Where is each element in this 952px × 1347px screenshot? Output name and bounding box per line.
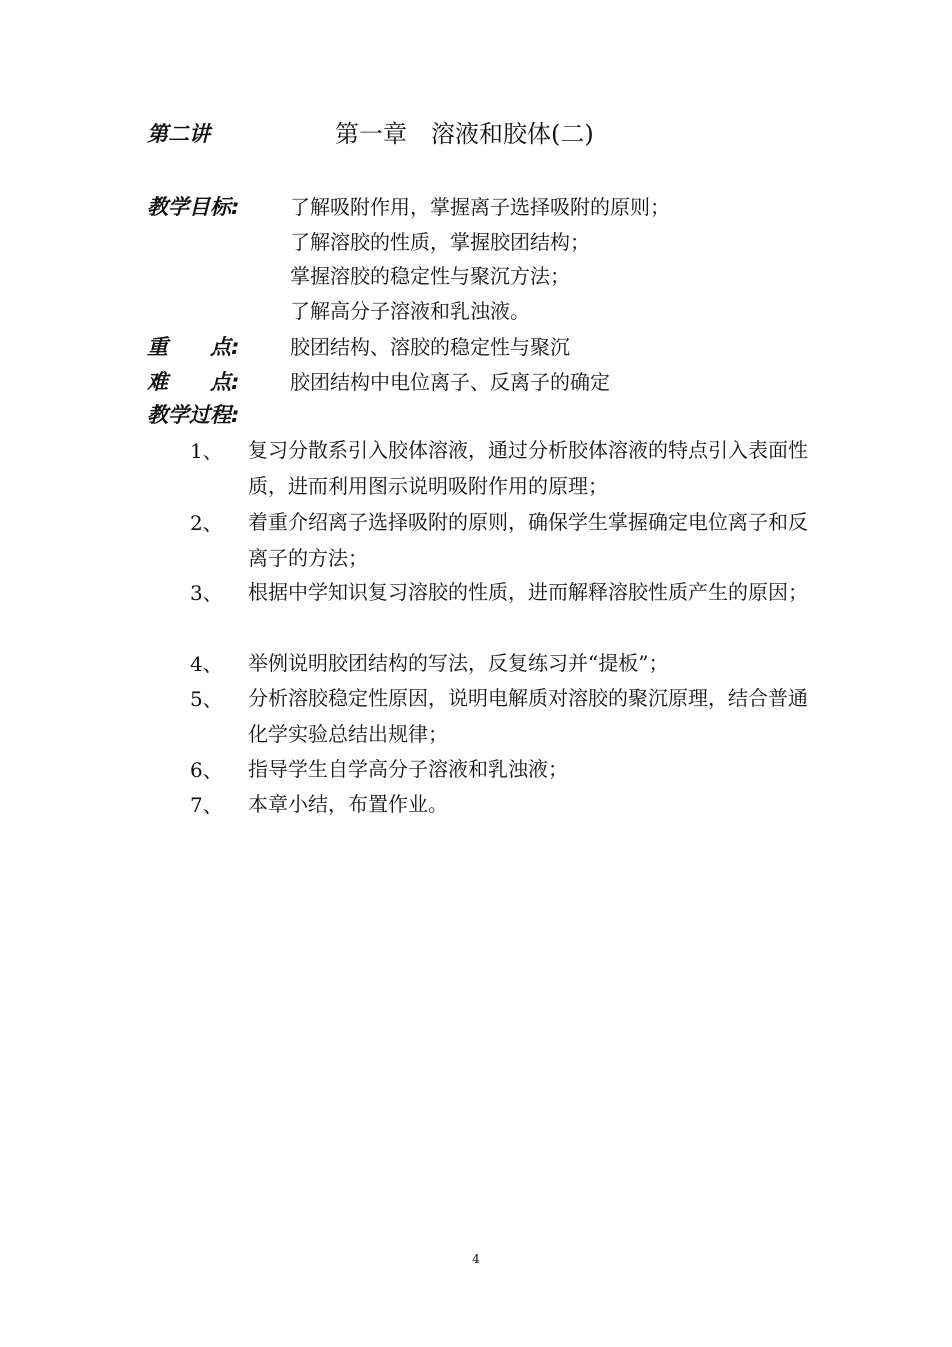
objective-line: 了解高分子溶液和乳浊液。 bbox=[290, 299, 530, 323]
difficulties-label: 难 点: bbox=[147, 370, 240, 394]
difficulties-text: 胶团结构中电位离子、反离子的确定 bbox=[290, 370, 610, 394]
objectives-label: 教学目标: bbox=[147, 195, 240, 219]
key-points-label: 重 点: bbox=[147, 335, 240, 359]
process-item-text: 复习分散系引入胶体溶液，通过分析胶体溶液的特点引入表面性质，进而利用图示说明吸附作用的原理； bbox=[248, 438, 808, 498]
process-item-number: 3、 bbox=[190, 581, 223, 605]
process-item-text: 指导学生自学高分子溶液和乳浊液； bbox=[248, 757, 568, 781]
process-item-number: 4、 bbox=[190, 652, 223, 676]
process-item-text: 分析溶胶稳定性原因，说明电解质对溶胶的聚沉原理，结合普通化学实验总结出规律； bbox=[248, 686, 808, 746]
process-label: 教学过程: bbox=[147, 403, 240, 427]
chapter-title: 第一章 溶液和胶体(二) bbox=[335, 120, 594, 148]
process-item-number: 5、 bbox=[190, 687, 223, 711]
lecture-label: 第二讲 bbox=[147, 122, 210, 146]
process-item-text: 本章小结，布置作业。 bbox=[248, 792, 448, 816]
process-item-text: 根据中学知识复习溶胶的性质，进而解释溶胶性质产生的原因； bbox=[248, 580, 808, 604]
process-item-number: 7、 bbox=[190, 793, 223, 817]
process-item-number: 2、 bbox=[190, 511, 223, 535]
objective-line: 掌握溶胶的稳定性与聚沉方法； bbox=[290, 264, 570, 288]
key-points-text: 胶团结构、溶胶的稳定性与聚沉 bbox=[290, 335, 570, 359]
process-item-number: 1、 bbox=[190, 439, 223, 463]
objective-line: 了解溶胶的性质，掌握胶团结构； bbox=[290, 230, 590, 254]
process-item-text: 着重介绍离子选择吸附的原则，确保学生掌握确定电位离子和反离子的方法； bbox=[248, 510, 808, 570]
process-item-text: 举例说明胶团结构的写法，反复练习并“提板”； bbox=[248, 651, 669, 675]
page-number: 4 bbox=[472, 1252, 480, 1266]
objective-line: 了解吸附作用，掌握离子选择吸附的原则； bbox=[290, 195, 670, 219]
process-item-number: 6、 bbox=[190, 758, 223, 782]
